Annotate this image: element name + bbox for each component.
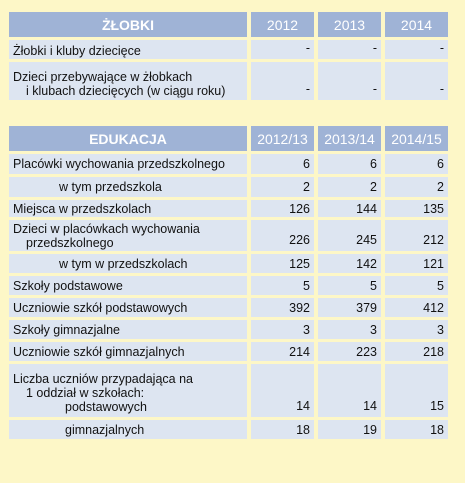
edukacja-header-year: 2013/14 bbox=[318, 126, 381, 151]
row-label: Uczniowie szkół podstawowych bbox=[9, 298, 247, 317]
zlobki-table bbox=[9, 12, 455, 103]
table-row bbox=[9, 364, 455, 420]
cell-value: 126 bbox=[251, 200, 314, 217]
cell-value: 125 bbox=[251, 254, 314, 273]
table-row bbox=[9, 298, 455, 320]
table-row bbox=[9, 177, 455, 200]
zlobki-header-year: 2014 bbox=[385, 12, 448, 37]
cell-value: 3 bbox=[385, 320, 448, 339]
cell-value: 6 bbox=[318, 154, 381, 174]
edukacja-header-year: 2014/15 bbox=[385, 126, 448, 151]
cell-value: 226 bbox=[251, 220, 314, 251]
cell-value: 392 bbox=[251, 298, 314, 317]
cell-value: 2 bbox=[251, 177, 314, 197]
cell-value: 223 bbox=[318, 342, 381, 361]
cell-value: 144 bbox=[318, 200, 381, 217]
row-label: Szkoły gimnazjalne bbox=[9, 320, 247, 339]
cell-value: 5 bbox=[251, 276, 314, 295]
cell-value: - bbox=[251, 62, 314, 100]
cell-value: 6 bbox=[251, 154, 314, 174]
cell-value: 379 bbox=[318, 298, 381, 317]
table-row bbox=[9, 254, 455, 276]
cell-value: 3 bbox=[318, 320, 381, 339]
table-row bbox=[9, 320, 455, 342]
cell-value: 135 bbox=[385, 200, 448, 217]
edukacja-header-year: 2012/13 bbox=[251, 126, 314, 151]
cell-value: - bbox=[251, 40, 314, 59]
cell-value: 2 bbox=[385, 177, 448, 197]
cell-value: 142 bbox=[318, 254, 381, 273]
cell-value: 245 bbox=[318, 220, 381, 251]
table-row bbox=[9, 40, 455, 62]
cell-value: 121 bbox=[385, 254, 448, 273]
row-label-text: Dzieci w placówkach wychowania bbox=[13, 222, 200, 236]
cell-value: - bbox=[385, 62, 448, 100]
zlobki-header-year: 2013 bbox=[318, 12, 381, 37]
table-row bbox=[9, 420, 455, 442]
cell-value: - bbox=[318, 40, 381, 59]
row-label bbox=[9, 40, 247, 59]
table-row bbox=[9, 220, 455, 254]
row-label-text: 1 oddział w szkołach: bbox=[26, 386, 145, 400]
cell-value: 18 bbox=[251, 420, 314, 439]
table-row bbox=[9, 200, 455, 220]
cell-value: 19 bbox=[318, 420, 381, 439]
row-label-text: i klubach dziecięcych (w ciągu roku) bbox=[26, 84, 226, 98]
table-row bbox=[9, 276, 455, 298]
row-label: w tym przedszkola bbox=[9, 177, 247, 197]
row-label bbox=[9, 62, 247, 100]
row-label: Miejsca w przedszkolach bbox=[9, 200, 247, 217]
row-label-text: Liczba uczniów przypadająca na bbox=[13, 372, 193, 386]
cell-value: 5 bbox=[385, 276, 448, 295]
cell-value: 218 bbox=[385, 342, 448, 361]
cell-value: 5 bbox=[318, 276, 381, 295]
cell-value: 2 bbox=[318, 177, 381, 197]
table-row bbox=[9, 62, 455, 103]
cell-value: 18 bbox=[385, 420, 448, 439]
row-label: w tym w przedszkolach bbox=[9, 254, 247, 273]
row-label-text: przedszkolnego bbox=[26, 236, 114, 250]
cell-value: - bbox=[318, 62, 381, 100]
edukacja-header-title: EDUKACJA bbox=[9, 126, 247, 151]
cell-value: 3 bbox=[251, 320, 314, 339]
row-label-text: podstawowych bbox=[65, 400, 147, 414]
cell-value: - bbox=[385, 40, 448, 59]
edukacja-header-row bbox=[9, 126, 455, 154]
zlobki-header-row bbox=[9, 12, 455, 40]
cell-value: 15 bbox=[385, 364, 448, 417]
zlobki-header-year: 2012 bbox=[251, 12, 314, 37]
cell-value: 214 bbox=[251, 342, 314, 361]
table-row bbox=[9, 154, 455, 177]
row-label bbox=[9, 364, 247, 417]
row-label-text: Żłobki i kluby dziecięce bbox=[13, 44, 141, 58]
row-label: gimnazjalnych bbox=[9, 420, 247, 439]
cell-value: 6 bbox=[385, 154, 448, 174]
row-label: Placówki wychowania przedszkolnego bbox=[9, 154, 247, 174]
row-label bbox=[9, 220, 247, 251]
cell-value: 212 bbox=[385, 220, 448, 251]
cell-value: 14 bbox=[251, 364, 314, 417]
zlobki-header-title: ŻŁOBKI bbox=[9, 12, 247, 37]
row-label-text: Dzieci przebywające w żłobkach bbox=[13, 70, 193, 84]
edukacja-table bbox=[9, 126, 455, 442]
row-label: Uczniowie szkół gimnazjalnych bbox=[9, 342, 247, 361]
table-row bbox=[9, 342, 455, 364]
cell-value: 412 bbox=[385, 298, 448, 317]
cell-value: 14 bbox=[318, 364, 381, 417]
row-label: Szkoły podstawowe bbox=[9, 276, 247, 295]
